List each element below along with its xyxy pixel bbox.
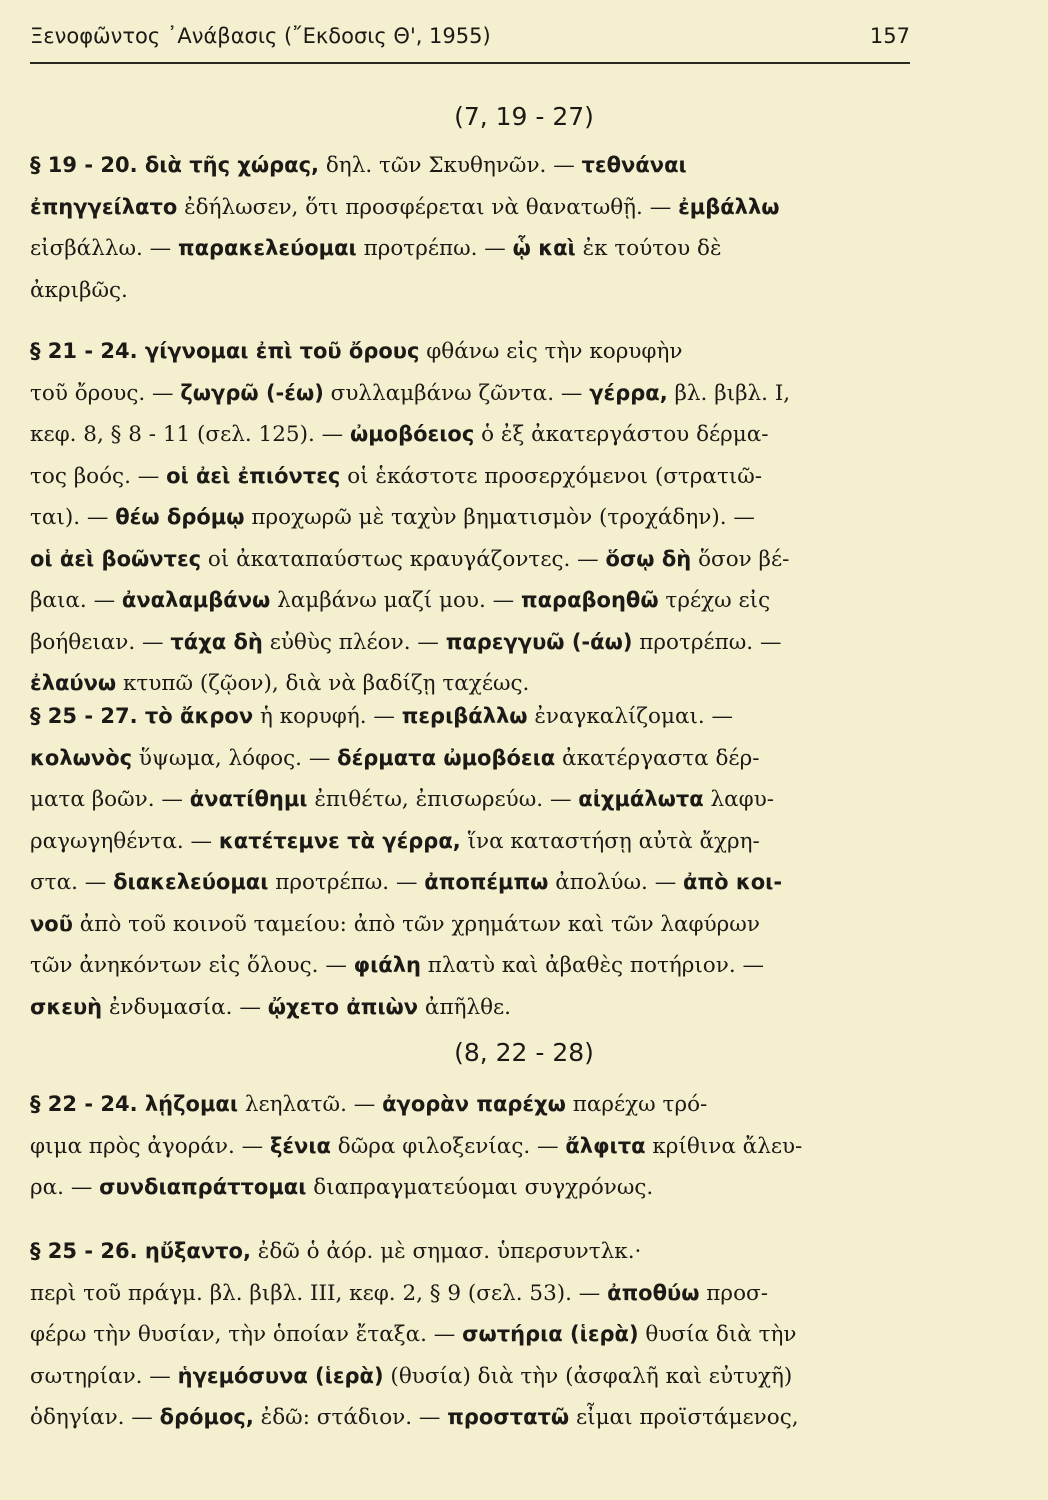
headword: προστατῶ bbox=[447, 1405, 570, 1429]
headword: δέρματα ὠμοβόεια bbox=[337, 745, 556, 770]
headword: ἐμβάλλω bbox=[678, 194, 780, 219]
gloss-text: βαια. — bbox=[30, 588, 122, 613]
gloss-text: ἀπολύω. — bbox=[548, 870, 684, 895]
headword: ἀπὸ κοι- bbox=[683, 870, 783, 894]
section-heading: (7, 19 - 27) bbox=[454, 102, 594, 131]
gloss-text: προσ- bbox=[699, 1280, 768, 1306]
headword: ᾤχετο ἀπιὼν bbox=[267, 994, 419, 1019]
gloss-text: ἐκ τούτου δὲ bbox=[575, 236, 722, 261]
gloss-text: προχωρῶ μὲ ταχὺν βηματισμὸν (τροχάδην). — bbox=[244, 505, 755, 530]
gloss-text: ἐδῶ: στάδιον. — bbox=[253, 1405, 448, 1430]
headword: ἄλφιτα bbox=[565, 1133, 646, 1158]
headword: § 19 - 20. διὰ τῆς χώρας, bbox=[30, 153, 320, 177]
headword: § 25 - 26. ηὔξαντο, bbox=[30, 1239, 251, 1263]
gloss-text: ραγωγηθέντα. — bbox=[30, 828, 219, 854]
headword: τάχα δὴ bbox=[170, 629, 263, 654]
paragraph bbox=[30, 696, 1015, 1028]
gloss-text: ὕψωμα, λόφος. — bbox=[132, 745, 338, 771]
headword: συνδιαπράττομαι bbox=[99, 1175, 307, 1199]
gloss-text: δῶρα φιλοξενίας. — bbox=[330, 1133, 566, 1159]
headword: ἀποπέμπω bbox=[424, 870, 549, 894]
gloss-text: ἀπῆλθε. bbox=[418, 994, 512, 1020]
headword: παραβοηθῶ bbox=[521, 588, 659, 612]
gloss-text: (θυσία) διὰ τὴν (ἀσφαλῆ καὶ εὐτυχῆ) bbox=[383, 1363, 793, 1389]
headword: κολωνὸς bbox=[30, 745, 133, 770]
headword: σωτήρια (ἱερὰ) bbox=[462, 1322, 639, 1346]
gloss-text: ἐπιθέτω, ἐπισωρεύω. — bbox=[307, 787, 579, 812]
headword: ὠμοβόειος bbox=[349, 422, 475, 446]
gloss-text: περὶ τοῦ πράγμ. βλ. βιβλ. III, κεφ. 2, § 9 (σελ. 53). — bbox=[30, 1280, 608, 1306]
headword: σκευὴ bbox=[30, 994, 103, 1019]
headword: ἀναλαμβάνω bbox=[121, 588, 271, 612]
gloss-text: δηλ. τῶν Σκυθηνῶν. — bbox=[319, 153, 582, 178]
headword: ἐπηγγείλατο bbox=[30, 194, 178, 219]
gloss-text: κεφ. 8, § 8 - 11 (σελ. 125). — bbox=[30, 422, 350, 447]
paragraph bbox=[30, 1084, 1015, 1209]
headword: § 22 - 24. λῄζομαι bbox=[30, 1092, 239, 1116]
gloss-text: συλλαμβάνω ζῶντα. — bbox=[323, 380, 590, 406]
headword: ἡγεμόσυνα (ἱερὰ) bbox=[177, 1363, 384, 1388]
gloss-text: ματα βοῶν. — bbox=[30, 787, 190, 812]
gloss-text: λαφυ- bbox=[703, 787, 775, 812]
gloss-text: φιμα πρὸς ἀγοράν. — bbox=[30, 1133, 270, 1159]
gloss-text: ἀκριβῶς. bbox=[30, 277, 128, 303]
headword: ξένια bbox=[269, 1133, 331, 1158]
gloss-text: ἵνα καταστήσῃ αὐτὰ ἄχρη- bbox=[460, 828, 760, 854]
page-number: 157 bbox=[869, 24, 910, 48]
running-title: Ξενοφῶντος ᾽Ανάβασις (῎Εκδοσις Θ', 1955) bbox=[30, 24, 491, 48]
gloss-text: ται). — bbox=[30, 505, 116, 530]
gloss-text: ὁδηγίαν. — bbox=[30, 1405, 160, 1430]
gloss-text: ἐνδυμασία. — bbox=[102, 994, 268, 1020]
headword: παρακελεύομαι bbox=[177, 236, 357, 260]
gloss-text: ἐναγκαλίζομαι. — bbox=[527, 704, 734, 729]
headword: φιάλη bbox=[353, 953, 421, 977]
gloss-text: εἶμαι προϊστάμενος, bbox=[569, 1405, 799, 1430]
gloss-text: παρέχω τρό- bbox=[565, 1092, 708, 1117]
headword: περιβάλλω bbox=[401, 704, 528, 728]
headword: διακελεύομαι bbox=[113, 870, 269, 894]
gloss-text: εἰσβάλλω. — bbox=[30, 236, 178, 261]
gloss-text: τος βοός. — bbox=[30, 463, 167, 489]
gloss-text: κτυπῶ (ζῷον), διὰ νὰ βαδίζῃ ταχέως. bbox=[116, 671, 530, 696]
gloss-text: οἱ ἀκαταπαύστως κραυγάζοντες. — bbox=[201, 546, 606, 572]
gloss-text: κρίθινα ἄλευ- bbox=[645, 1133, 803, 1159]
gloss-text: προτρέπω. — bbox=[632, 629, 782, 655]
gloss-text: ρα. — bbox=[30, 1175, 100, 1200]
headword: δρόμος, bbox=[159, 1405, 254, 1429]
headword: τεθνάναι bbox=[581, 153, 687, 177]
headword: παρεγγυῶ (-άω) bbox=[445, 629, 633, 654]
headword: ζωγρῶ (-έω) bbox=[180, 380, 324, 405]
paragraph bbox=[30, 145, 1015, 311]
gloss-text: λεηλατῶ. — bbox=[238, 1092, 383, 1117]
headword: ᾧ καὶ bbox=[512, 236, 576, 260]
gloss-text: ὅσον βέ- bbox=[691, 546, 790, 572]
gloss-text: βοήθειαν. — bbox=[30, 629, 171, 655]
gloss-text: προτρέπω. — bbox=[268, 870, 425, 895]
gloss-text: τῶν ἀνηκόντων εἰς ὅλους. — bbox=[30, 953, 354, 978]
gloss-text: τοῦ ὄρους. — bbox=[30, 380, 181, 406]
headword: ἀνατίθημι bbox=[189, 787, 308, 811]
headword: οἱ ἀεὶ βοῶντες bbox=[30, 546, 202, 571]
running-head bbox=[30, 22, 910, 64]
gloss-text: σωτηρίαν. — bbox=[30, 1363, 178, 1389]
gloss-text: φθάνω εἰς τὴν κορυφὴν bbox=[419, 339, 683, 364]
headword: αἰχμάλωτα bbox=[578, 787, 704, 811]
paragraph bbox=[30, 331, 1015, 705]
headword: § 25 - 27. τὸ ἄκρον bbox=[30, 704, 254, 728]
gloss-text: θυσία διὰ τὴν bbox=[638, 1322, 797, 1347]
gloss-text: εὐθὺς πλέον. — bbox=[262, 629, 446, 655]
headword: κατέτεμνε τὰ γέρρα, bbox=[218, 828, 461, 853]
gloss-text: ἡ κορυφή. — bbox=[253, 704, 402, 729]
headword: οἱ ἀεὶ ἐπιόντες bbox=[166, 463, 341, 488]
headword: ἀγορὰν παρέχω bbox=[382, 1092, 566, 1116]
headword: θέω δρόμῳ bbox=[115, 505, 245, 529]
gloss-text: ἀκατέργαστα δέρ- bbox=[555, 745, 760, 771]
gloss-text: βλ. βιβλ. I, bbox=[667, 380, 791, 406]
gloss-text: ἐδῶ ὁ ἀόρ. μὲ σημασ. ὑπερσυντλκ.· bbox=[250, 1239, 642, 1264]
gloss-text: διαπραγματεύομαι συγχρόνως. bbox=[306, 1175, 654, 1200]
gloss-text: ὁ ἐξ ἀκατεργάστου δέρμα- bbox=[474, 422, 769, 447]
headword: γέρρα, bbox=[589, 380, 668, 405]
headword: νοῦ bbox=[30, 911, 73, 936]
gloss-text: προτρέπω. — bbox=[356, 236, 513, 261]
gloss-text: πλατὺ καὶ ἀβαθὲς ποτήριον. — bbox=[420, 953, 764, 978]
headword: ἀποθύω bbox=[607, 1280, 700, 1305]
section-heading: (8, 22 - 28) bbox=[454, 1038, 594, 1067]
gloss-text: ἀπὸ τοῦ κοινοῦ ταμείου: ἀπὸ τῶν χρημάτων καὶ τῶν λαφύρων bbox=[72, 911, 760, 937]
gloss-text: στα. — bbox=[30, 870, 114, 895]
gloss-text: λαμβάνω μαζί μου. — bbox=[270, 588, 521, 613]
gloss-text: οἱ ἑκάστοτε προσερχόμενοι (στρατιῶ- bbox=[340, 463, 763, 489]
gloss-text: τρέχω εἰς bbox=[658, 588, 771, 613]
headword: ἐλαύνω bbox=[30, 671, 117, 695]
paragraph bbox=[30, 1231, 1015, 1439]
headword: § 21 - 24. γίγνομαι ἐπὶ τοῦ ὄρους bbox=[30, 339, 420, 363]
gloss-text: ἐδήλωσεν, ὅτι προσφέρεται νὰ θανατωθῇ. — bbox=[177, 194, 679, 220]
gloss-text: φέρω τὴν θυσίαν, τὴν ὁποίαν ἔταξα. — bbox=[30, 1322, 463, 1347]
headword: ὅσῳ δὴ bbox=[605, 546, 692, 571]
